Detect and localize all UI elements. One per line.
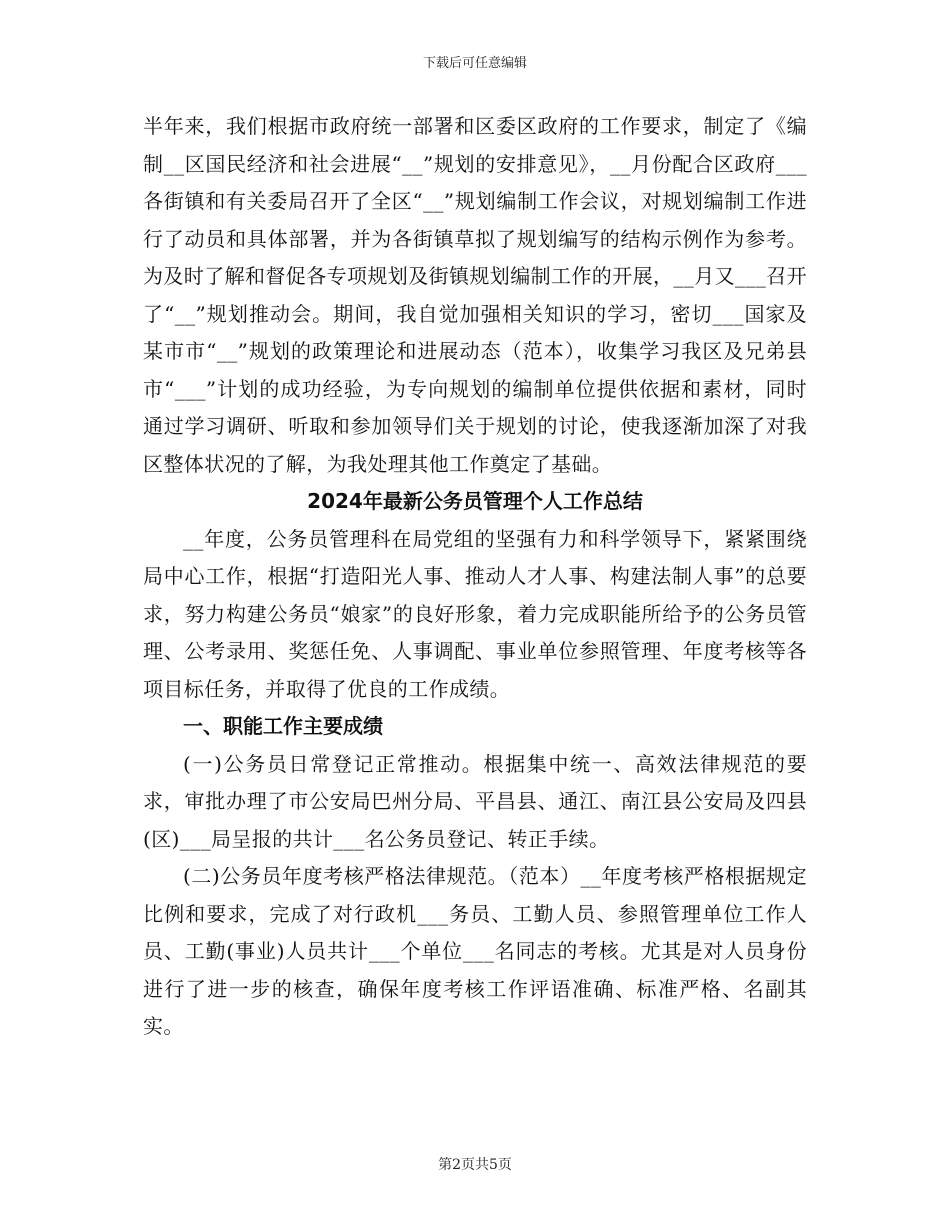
heading-main-achievements: 一、职能工作主要成绩 [183, 714, 383, 738]
page-number-footer: 第2页共5页 [438, 1157, 512, 1173]
paragraph-annual-overview: __年度，公务员管理科在局党组的坚强有力和科学领导下，紧紧围绕局中心工作，根据“打造阳光人事、推动人才人事、构建法制人事”的总要求，努力构建公务员“娘家”的良好形象，着力完成职能所给予的公务员管理、公考录用、奖惩任免、人事调配、事业单位参照管理、年度考核等各项目标任务，并取得了优良的工作成绩。 [143, 526, 807, 701]
paragraph-half-year-summary: 半年来，我们根据市政府统一部署和区委区政府的工作要求，制定了《编制__区国民经济和社会进展“__”规划的安排意见》，__月份配合区政府___各街镇和有关委局召开了全区“__”规划编制工作会议，对规划编制工作进行了动员和具体部署，并为各街镇草拟了规划编写的结构示例作为参考。为及时了解和督促各专项规划及街镇规划编制工作的开展，__月又___召开了“__”规划推动会。期间，我自觉加强相关知识的学习，密切___国家及某市市“__”规划的政策理论和进展动态（范本），收集学习我区及兄弟县市“___”计划的成功经验，为专向规划的编制单位提供依据和素材，同时通过学习调研、听取和参加领导们关于规划的讨论，使我逐渐加深了对我区整体状况的了解，为我处理其他工作奠定了基础。 [143, 114, 807, 476]
paragraph-annual-assessment: (二)公务员年度考核严格法律规范。（范本）__年度考核严格根据规定比例和要求，完成了对行政机___务员、工勤人员、参照管理单位工作人员、工勤(事业)人员共计___个单位___名同志的考核。尤其是对人员身份进行了进一步的核查，确保年度考核工作评语准确、标准严格、名副其实。 [143, 864, 807, 1038]
section-title: 2024年最新公务员管理个人工作总结 [307, 489, 643, 513]
page-header-note: 下载后可任意编辑 [422, 56, 527, 71]
paragraph-registration: (一)公务员日常登记正常推动。根据集中统一、高效法律规范的要求，审批办理了市公安局巴州分局、平昌县、通江、南江县公安局及四县(区)___局呈报的共计___名公务员登记、转正手续。 [143, 751, 807, 851]
document-body [143, 108, 807, 1046]
